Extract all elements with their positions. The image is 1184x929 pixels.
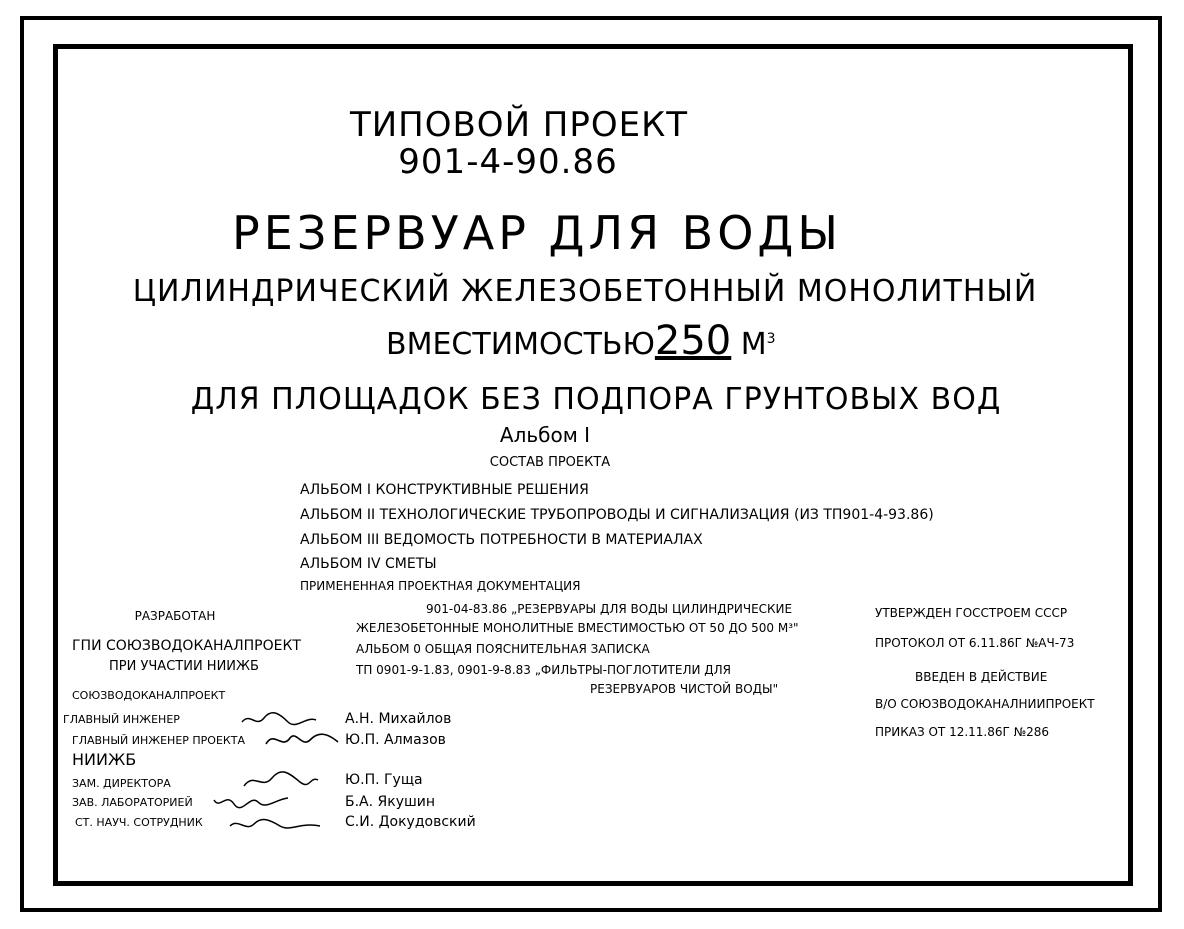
- signature-name: Ю.П. Алмазов: [345, 732, 446, 748]
- signature-org: НИИЖБ: [72, 750, 137, 769]
- developer-participation: ПРИ УЧАСТИИ НИИЖБ: [109, 659, 259, 674]
- handwritten-signature: [212, 790, 292, 812]
- composition-item: АЛЬБОМ II ТЕХНОЛОГИЧЕСКИЕ ТРУБОПРОВОДЫ И СИГНАЛИЗАЦИЯ (ИЗ ТП901-4-93.86): [300, 507, 934, 523]
- approval-line: ПРОТОКОЛ ОТ 6.11.86Г №АЧ-73: [875, 636, 1075, 650]
- handwritten-signature: [228, 814, 324, 834]
- applied-doc-line: ЖЕЛЕЗОБЕТОННЫЕ МОНОЛИТНЫЕ ВМЕСТИМОСТЬЮ ОТ 50 ДО 500 М³": [356, 621, 799, 635]
- approval-line: В/О СОЮЗВОДОКАНАЛНИИПРОЕКТ: [875, 697, 1095, 711]
- composition-heading: СОСТАВ ПРОЕКТА: [489, 455, 611, 470]
- main-title: РЕЗЕРВУАР ДЛЯ ВОДЫ: [232, 206, 842, 260]
- approval-line: ВВЕДЕН В ДЕЙСТВИЕ: [915, 670, 1048, 684]
- approval-line: УТВЕРЖДЕН ГОССТРОЕМ СССР: [875, 606, 1068, 620]
- signature-name: С.И. Докудовский: [345, 814, 476, 830]
- developer-org: ГПИ СОЮЗВОДОКАНАЛПРОЕКТ: [72, 638, 301, 654]
- handwritten-signature: [262, 726, 342, 752]
- applied-doc-line: ТП 0901-9-1.83, 0901-9-8.83 „ФИЛЬТРЫ-ПОГЛОТИТЕЛИ ДЛЯ: [356, 663, 732, 677]
- signature-role: ЗАМ. ДИРЕКТОРА: [72, 777, 171, 790]
- signature-role: ЗАВ. ЛАБОРАТОРИЕЙ: [72, 796, 193, 809]
- applied-doc-line: 901-04-83.86 „РЕЗЕРВУАРЫ ДЛЯ ВОДЫ ЦИЛИНДРИЧЕСКИЕ: [426, 602, 793, 616]
- project-number: 901-4-90.86: [398, 142, 618, 182]
- signature-name: Б.А. Якушин: [345, 794, 436, 810]
- developer-heading: РАЗРАБОТАН: [134, 609, 216, 623]
- composition-item: ПРИМЕНЕННАЯ ПРОЕКТНАЯ ДОКУМЕНТАЦИЯ: [300, 579, 581, 593]
- signature-role: СТ. НАУЧ. СОТРУДНИК: [75, 816, 203, 829]
- signature-name: А.Н. Михайлов: [345, 711, 452, 727]
- capacity-value: 250: [654, 318, 732, 364]
- applied-doc-line: РЕЗЕРВУАРОВ ЧИСТОЙ ВОДЫ": [590, 682, 779, 696]
- project-type-label: ТИПОВОЙ ПРОЕКТ: [349, 105, 689, 145]
- signature-org: СОЮЗВОДОКАНАЛПРОЕКТ: [72, 689, 226, 702]
- capacity-unit: М: [740, 327, 767, 362]
- composition-item: АЛЬБОМ IV СМЕТЫ: [300, 556, 437, 572]
- signature-role: ГЛАВНЫЙ ИНЖЕНЕР: [63, 713, 180, 726]
- capacity-line: [386, 318, 776, 364]
- applied-doc-line: АЛЬБОМ 0 ОБЩАЯ ПОЯСНИТЕЛЬНАЯ ЗАПИСКА: [356, 642, 650, 656]
- subtitle-conditions: ДЛЯ ПЛОЩАДОК БЕЗ ПОДПОРА ГРУНТОВЫХ ВОД: [190, 382, 1002, 417]
- signature-role: ГЛАВНЫЙ ИНЖЕНЕР ПРОЕКТА: [72, 734, 245, 747]
- subtitle-type: ЦИЛИНДРИЧЕСКИЙ ЖЕЛЕЗОБЕТОННЫЙ МОНОЛИТНЫЙ: [132, 274, 1038, 309]
- signature-name: Ю.П. Гуща: [345, 772, 423, 788]
- composition-item: АЛЬБОМ I КОНСТРУКТИВНЫЕ РЕШЕНИЯ: [300, 482, 589, 498]
- approval-line: ПРИКАЗ ОТ 12.11.86Г №286: [875, 725, 1050, 739]
- album-label: Альбом I: [499, 423, 591, 447]
- capacity-prefix: ВМЕСТИМОСТЬЮ: [386, 327, 655, 362]
- composition-item: АЛЬБОМ III ВЕДОМОСТЬ ПОТРЕБНОСТИ В МАТЕРИАЛАХ: [300, 532, 703, 548]
- capacity-unit-power: 3: [766, 331, 776, 347]
- handwritten-signature: [240, 770, 320, 792]
